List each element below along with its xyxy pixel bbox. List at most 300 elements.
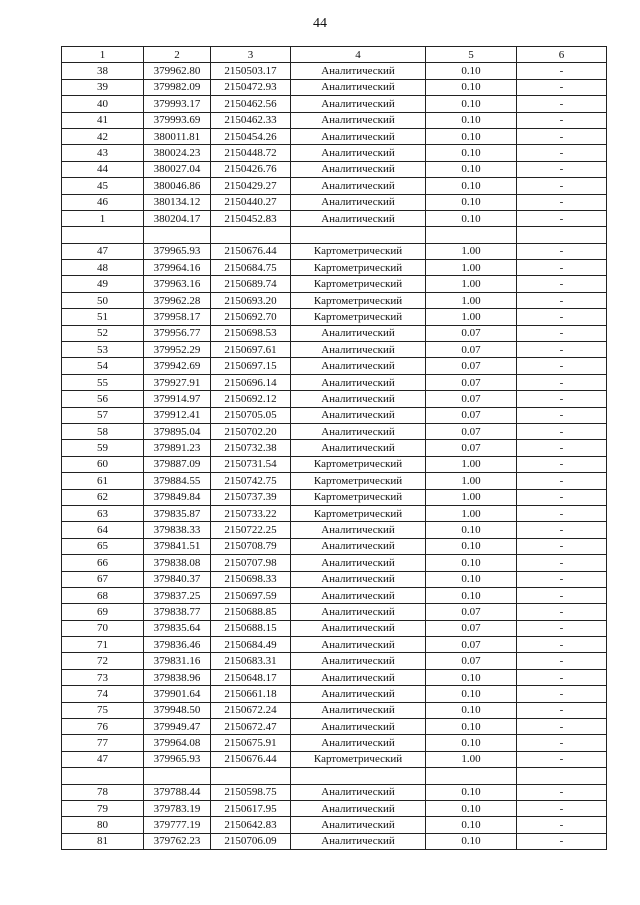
point-number-cell: 78 [62,784,144,800]
point-number-cell: 46 [62,194,144,210]
y-coordinate-cell: 2150737.39 [211,489,291,505]
x-coordinate-cell: 380024.23 [144,145,211,161]
x-coordinate-cell: 379835.87 [144,505,211,521]
x-coordinate-cell: 379840.37 [144,571,211,587]
x-coordinate-cell: 379958.17 [144,309,211,325]
x-coordinate-cell: 380046.86 [144,178,211,194]
method-cell: Аналитический [291,112,426,128]
point-number-cell [62,227,144,243]
remark-cell: - [517,178,607,194]
remark-cell: - [517,719,607,735]
remark-cell: - [517,423,607,439]
method-cell: Аналитический [291,784,426,800]
table-row [62,423,607,439]
x-coordinate-cell: 380011.81 [144,128,211,144]
accuracy-cell: 0.10 [426,817,517,833]
y-coordinate-cell: 2150676.44 [211,243,291,259]
method-cell: Аналитический [291,735,426,751]
method-cell: Аналитический [291,391,426,407]
table-row [62,358,607,374]
table-row [62,145,607,161]
method-cell: Аналитический [291,63,426,79]
x-coordinate-cell [144,768,211,784]
x-coordinate-cell: 379982.09 [144,79,211,95]
remark-cell: - [517,292,607,308]
point-number-cell: 54 [62,358,144,374]
method-cell: Картометрический [291,489,426,505]
remark-cell: - [517,194,607,210]
method-cell: Аналитический [291,555,426,571]
accuracy-cell: 0.07 [426,440,517,456]
accuracy-cell: 0.10 [426,63,517,79]
y-coordinate-cell: 2150617.95 [211,800,291,816]
accuracy-cell: 0.07 [426,407,517,423]
method-cell: Аналитический [291,669,426,685]
point-number-cell: 57 [62,407,144,423]
point-number-cell: 47 [62,243,144,259]
method-cell: Аналитический [291,210,426,226]
table-row [62,817,607,833]
accuracy-cell [426,768,517,784]
accuracy-cell: 0.07 [426,342,517,358]
remark-cell: - [517,79,607,95]
x-coordinate-cell: 379912.41 [144,407,211,423]
accuracy-cell: 0.10 [426,112,517,128]
remark-cell: - [517,374,607,390]
table-row [62,456,607,472]
remark-cell [517,227,607,243]
y-coordinate-cell: 2150742.75 [211,473,291,489]
method-cell: Аналитический [291,817,426,833]
point-number-cell: 72 [62,653,144,669]
table-row [62,800,607,816]
remark-cell: - [517,522,607,538]
y-coordinate-cell: 2150472.93 [211,79,291,95]
remark-cell: - [517,702,607,718]
method-cell: Аналитический [291,407,426,423]
method-cell: Аналитический [291,161,426,177]
x-coordinate-cell: 379887.09 [144,456,211,472]
method-cell: Аналитический [291,325,426,341]
remark-cell: - [517,735,607,751]
table-row [62,653,607,669]
y-coordinate-cell: 2150672.47 [211,719,291,735]
method-cell: Аналитический [291,423,426,439]
accuracy-cell: 0.07 [426,653,517,669]
method-cell: Аналитический [291,637,426,653]
remark-cell: - [517,358,607,374]
column-header: 4 [291,47,426,63]
remark-cell: - [517,63,607,79]
table-row [62,342,607,358]
accuracy-cell: 0.10 [426,210,517,226]
table-row [62,161,607,177]
point-number-cell: 60 [62,456,144,472]
remark-cell [517,768,607,784]
accuracy-cell: 1.00 [426,309,517,325]
point-number-cell: 69 [62,604,144,620]
x-coordinate-cell: 379762.23 [144,833,211,849]
table-row [62,276,607,292]
method-cell [291,227,426,243]
x-coordinate-cell: 379831.16 [144,653,211,669]
method-cell: Аналитический [291,620,426,636]
method-cell: Картометрический [291,276,426,292]
table-row [62,260,607,276]
x-coordinate-cell: 380027.04 [144,161,211,177]
y-coordinate-cell: 2150708.79 [211,538,291,554]
accuracy-cell: 1.00 [426,505,517,521]
method-cell: Аналитический [291,96,426,112]
table-row [62,571,607,587]
point-number-cell: 45 [62,178,144,194]
remark-cell: - [517,210,607,226]
x-coordinate-cell: 379965.93 [144,751,211,767]
x-coordinate-cell: 379838.77 [144,604,211,620]
accuracy-cell: 0.10 [426,79,517,95]
y-coordinate-cell: 2150684.49 [211,637,291,653]
y-coordinate-cell: 2150688.85 [211,604,291,620]
remark-cell: - [517,833,607,849]
accuracy-cell: 0.07 [426,620,517,636]
point-number-cell: 50 [62,292,144,308]
page-number: 44 [313,16,327,31]
table-row [62,833,607,849]
remark-cell: - [517,505,607,521]
y-coordinate-cell: 2150697.15 [211,358,291,374]
x-coordinate-cell: 379942.69 [144,358,211,374]
remark-cell: - [517,325,607,341]
accuracy-cell: 0.10 [426,522,517,538]
y-coordinate-cell: 2150693.20 [211,292,291,308]
accuracy-cell: 1.00 [426,489,517,505]
y-coordinate-cell: 2150675.91 [211,735,291,751]
table-row [62,194,607,210]
point-number-cell: 39 [62,79,144,95]
table-row [62,63,607,79]
y-coordinate-cell: 2150648.17 [211,669,291,685]
column-header: 1 [62,47,144,63]
y-coordinate-cell: 2150683.31 [211,653,291,669]
method-cell: Аналитический [291,800,426,816]
point-number-cell: 41 [62,112,144,128]
accuracy-cell [426,227,517,243]
x-coordinate-cell: 379949.47 [144,719,211,735]
accuracy-cell: 1.00 [426,292,517,308]
remark-cell: - [517,800,607,816]
table-row [62,309,607,325]
x-coordinate-cell: 380134.12 [144,194,211,210]
column-header: 3 [211,47,291,63]
remark-cell: - [517,653,607,669]
point-number-cell: 43 [62,145,144,161]
table-row [62,243,607,259]
table-row [62,686,607,702]
remark-cell: - [517,620,607,636]
point-number-cell: 40 [62,96,144,112]
accuracy-cell: 1.00 [426,260,517,276]
accuracy-cell: 0.10 [426,587,517,603]
method-cell: Картометрический [291,243,426,259]
y-coordinate-cell: 2150454.26 [211,128,291,144]
column-header: 2 [144,47,211,63]
point-number-cell: 67 [62,571,144,587]
remark-cell: - [517,276,607,292]
table-row [62,227,607,243]
method-cell: Картометрический [291,505,426,521]
x-coordinate-cell: 379948.50 [144,702,211,718]
remark-cell: - [517,342,607,358]
y-coordinate-cell: 2150462.56 [211,96,291,112]
y-coordinate-cell: 2150689.74 [211,276,291,292]
table-row [62,440,607,456]
accuracy-cell: 0.10 [426,538,517,554]
method-cell: Аналитический [291,194,426,210]
remark-cell: - [517,260,607,276]
point-number-cell: 53 [62,342,144,358]
point-number-cell: 62 [62,489,144,505]
accuracy-cell: 1.00 [426,456,517,472]
remark-cell: - [517,456,607,472]
y-coordinate-cell: 2150688.15 [211,620,291,636]
x-coordinate-cell: 379835.64 [144,620,211,636]
remark-cell: - [517,391,607,407]
point-number-cell: 1 [62,210,144,226]
remark-cell: - [517,112,607,128]
accuracy-cell: 0.10 [426,96,517,112]
accuracy-cell: 0.10 [426,194,517,210]
table-row [62,555,607,571]
remark-cell: - [517,489,607,505]
coordinates-table [61,46,607,850]
method-cell: Аналитический [291,833,426,849]
x-coordinate-cell [144,227,211,243]
y-coordinate-cell: 2150696.14 [211,374,291,390]
table-row [62,407,607,423]
method-cell: Аналитический [291,374,426,390]
remark-cell: - [517,637,607,653]
remark-cell: - [517,538,607,554]
remark-cell: - [517,784,607,800]
y-coordinate-cell: 2150698.33 [211,571,291,587]
y-coordinate-cell: 2150684.75 [211,260,291,276]
y-coordinate-cell: 2150440.27 [211,194,291,210]
method-cell: Аналитический [291,587,426,603]
column-header: 5 [426,47,517,63]
remark-cell: - [517,751,607,767]
point-number-cell: 63 [62,505,144,521]
y-coordinate-cell: 2150697.61 [211,342,291,358]
x-coordinate-cell: 379927.91 [144,374,211,390]
remark-cell: - [517,817,607,833]
method-cell: Аналитический [291,79,426,95]
y-coordinate-cell: 2150503.17 [211,63,291,79]
x-coordinate-cell: 379964.08 [144,735,211,751]
table-row [62,374,607,390]
method-cell: Аналитический [291,653,426,669]
method-cell: Аналитический [291,358,426,374]
remark-cell: - [517,407,607,423]
remark-cell: - [517,604,607,620]
accuracy-cell: 0.10 [426,128,517,144]
accuracy-cell: 0.10 [426,686,517,702]
point-number-cell: 65 [62,538,144,554]
method-cell: Картометрический [291,473,426,489]
point-number-cell: 68 [62,587,144,603]
method-cell: Аналитический [291,178,426,194]
point-number-cell: 76 [62,719,144,735]
remark-cell: - [517,473,607,489]
point-number-cell: 80 [62,817,144,833]
point-number-cell: 73 [62,669,144,685]
y-coordinate-cell: 2150731.54 [211,456,291,472]
point-number-cell: 74 [62,686,144,702]
method-cell: Аналитический [291,604,426,620]
accuracy-cell: 0.10 [426,669,517,685]
point-number-cell: 66 [62,555,144,571]
y-coordinate-cell: 2150732.38 [211,440,291,456]
x-coordinate-cell: 379837.25 [144,587,211,603]
x-coordinate-cell: 379962.80 [144,63,211,79]
accuracy-cell: 0.10 [426,555,517,571]
table-row [62,128,607,144]
point-number-cell: 64 [62,522,144,538]
remark-cell: - [517,587,607,603]
x-coordinate-cell: 379838.96 [144,669,211,685]
remark-cell: - [517,309,607,325]
accuracy-cell: 0.07 [426,637,517,653]
table-row [62,604,607,620]
table-row [62,637,607,653]
accuracy-cell: 0.07 [426,374,517,390]
method-cell: Картометрический [291,260,426,276]
point-number-cell: 38 [62,63,144,79]
x-coordinate-cell: 379993.17 [144,96,211,112]
accuracy-cell: 1.00 [426,276,517,292]
table-row [62,391,607,407]
y-coordinate-cell: 2150429.27 [211,178,291,194]
y-coordinate-cell: 2150706.09 [211,833,291,849]
remark-cell: - [517,669,607,685]
point-number-cell [62,768,144,784]
x-coordinate-cell: 379963.16 [144,276,211,292]
y-coordinate-cell: 2150722.25 [211,522,291,538]
method-cell: Картометрический [291,292,426,308]
column-header: 6 [517,47,607,63]
accuracy-cell: 0.10 [426,161,517,177]
point-number-cell: 61 [62,473,144,489]
table-row [62,620,607,636]
table-row [62,292,607,308]
x-coordinate-cell: 379956.77 [144,325,211,341]
method-cell: Аналитический [291,342,426,358]
x-coordinate-cell: 379777.19 [144,817,211,833]
y-coordinate-cell: 2150462.33 [211,112,291,128]
accuracy-cell: 0.10 [426,833,517,849]
method-cell: Аналитический [291,538,426,554]
x-coordinate-cell: 380204.17 [144,210,211,226]
accuracy-cell: 0.07 [426,391,517,407]
table-row [62,79,607,95]
method-cell: Картометрический [291,751,426,767]
table-row [62,719,607,735]
remark-cell: - [517,145,607,161]
accuracy-cell: 0.07 [426,604,517,620]
x-coordinate-cell: 379952.29 [144,342,211,358]
x-coordinate-cell: 379964.16 [144,260,211,276]
y-coordinate-cell: 2150692.70 [211,309,291,325]
y-coordinate-cell: 2150697.59 [211,587,291,603]
remark-cell: - [517,440,607,456]
method-cell: Аналитический [291,440,426,456]
x-coordinate-cell: 379849.84 [144,489,211,505]
remark-cell: - [517,686,607,702]
point-number-cell: 79 [62,800,144,816]
table-row [62,489,607,505]
table-row [62,473,607,489]
point-number-cell: 51 [62,309,144,325]
y-coordinate-cell [211,768,291,784]
accuracy-cell: 1.00 [426,243,517,259]
accuracy-cell: 0.10 [426,719,517,735]
x-coordinate-cell: 379836.46 [144,637,211,653]
y-coordinate-cell: 2150707.98 [211,555,291,571]
method-cell: Аналитический [291,571,426,587]
method-cell [291,768,426,784]
accuracy-cell: 0.10 [426,702,517,718]
point-number-cell: 70 [62,620,144,636]
y-coordinate-cell: 2150672.24 [211,702,291,718]
x-coordinate-cell: 379993.69 [144,112,211,128]
point-number-cell: 77 [62,735,144,751]
remark-cell: - [517,128,607,144]
method-cell: Аналитический [291,128,426,144]
table-row [62,751,607,767]
accuracy-cell: 0.07 [426,423,517,439]
x-coordinate-cell: 379962.28 [144,292,211,308]
method-cell: Аналитический [291,686,426,702]
table-row [62,669,607,685]
table-row [62,522,607,538]
table-row [62,587,607,603]
table-row [62,505,607,521]
point-number-cell: 55 [62,374,144,390]
accuracy-cell: 0.10 [426,784,517,800]
accuracy-cell: 1.00 [426,751,517,767]
method-cell: Аналитический [291,702,426,718]
point-number-cell: 71 [62,637,144,653]
table-header-row [62,47,607,63]
x-coordinate-cell: 379891.23 [144,440,211,456]
accuracy-cell: 1.00 [426,473,517,489]
table-row [62,735,607,751]
remark-cell: - [517,161,607,177]
point-number-cell: 75 [62,702,144,718]
y-coordinate-cell: 2150676.44 [211,751,291,767]
point-number-cell: 44 [62,161,144,177]
point-number-cell: 58 [62,423,144,439]
y-coordinate-cell: 2150661.18 [211,686,291,702]
accuracy-cell: 0.10 [426,145,517,161]
x-coordinate-cell: 379783.19 [144,800,211,816]
table-row [62,702,607,718]
method-cell: Аналитический [291,719,426,735]
y-coordinate-cell: 2150598.75 [211,784,291,800]
y-coordinate-cell [211,227,291,243]
method-cell: Картометрический [291,456,426,472]
accuracy-cell: 0.10 [426,735,517,751]
table-row [62,96,607,112]
